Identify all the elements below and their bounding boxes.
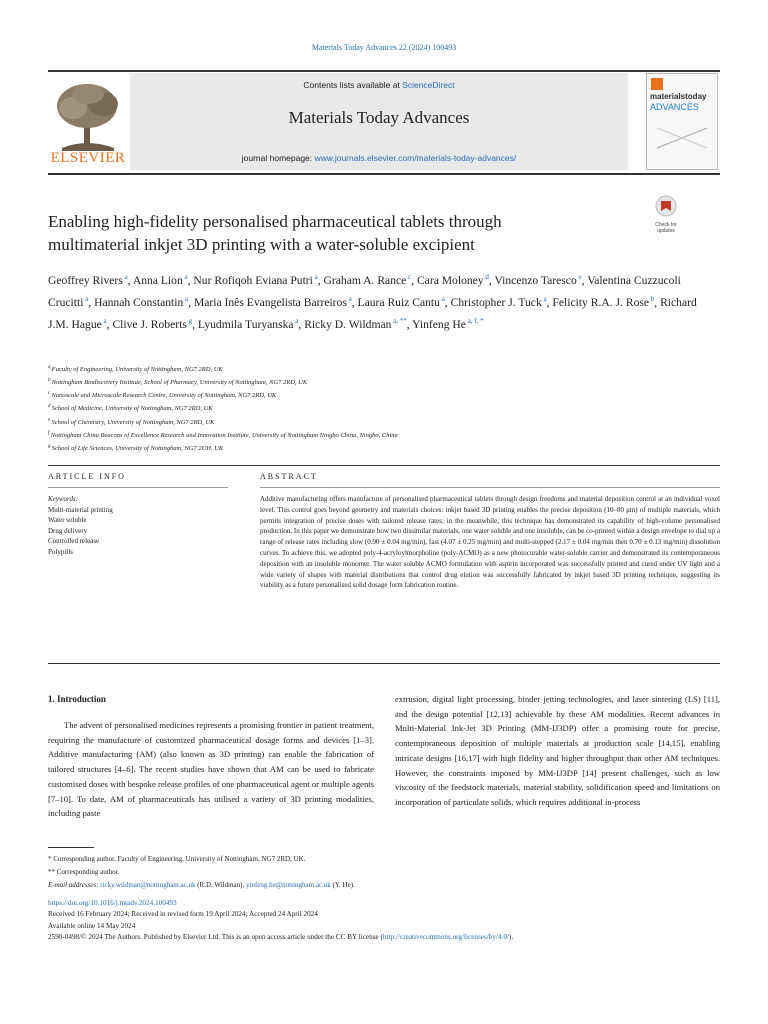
cover-logo-mark: [651, 78, 663, 90]
affiliation-marker: a: [48, 365, 52, 370]
affiliation-item: [48, 388, 708, 401]
available-online: Available online 14 May 2024: [48, 921, 136, 930]
keyword-item: Drug delivery: [48, 526, 88, 535]
check-updates-icon: [655, 195, 677, 217]
publication-info: [48, 898, 728, 944]
intro-right-column: [395, 692, 720, 810]
section-heading-introduction: 1. Introduction: [48, 694, 106, 704]
affiliation-marker: e: [48, 417, 52, 423]
author-name[interactable]: [412, 318, 483, 331]
keyword-item: Polypills: [48, 547, 73, 556]
corresponding-author-1: * Corresponding author. Faculty of Engineering, University of Nottingham, NG7 2RD, UK.: [48, 855, 306, 863]
intro-paragraph-1-continued: extrusion, digital light processing, binder jetting technologies, and laser sintering (LS) [11], and the design potential [12,13] achievable by these AM modalities. Recent advances in Multi-Material Ink-Jet 3D Printing (MM-IJ3DP) offer a promising route for precise, contemporaneous deposition of multiple materials at production scale [14,15], enabling intricate designs [16,17] with high fidelity and higher throughput than other AM techniques. However, the constraints imposed by MM-IJ3DP [14] present challenges, such as low viscosity of the feedstock materials, material stability, solidification speed and limitations on incorporation of particulate solids, which requires additional in-process: [395, 694, 720, 807]
affiliation-text: School of Chemistry, University of Nottingham, NG7 2RD, UK: [51, 418, 215, 426]
sciencedirect-link[interactable]: ScienceDirect: [402, 80, 455, 90]
author-name-text: Richard J.M. Hague: [48, 295, 697, 331]
author-affiliation-marker[interactable]: c: [406, 273, 412, 281]
article-title: [48, 210, 628, 256]
elsevier-logo[interactable]: [48, 76, 128, 166]
author-name[interactable]: [48, 274, 128, 287]
license-suffix: ).: [508, 933, 514, 942]
homepage-prefix: journal homepage:: [241, 153, 315, 163]
author-name-text: Yinfeng He: [412, 317, 466, 331]
footnote-rule: [48, 847, 94, 848]
affiliation-text: School of Life Sciences, University of Nottingham, NG7 2UH, UK: [51, 445, 224, 453]
elsevier-wordmark: ELSEVIER: [50, 150, 126, 166]
author-name-text: Felicity R.A. J. Rose: [552, 295, 650, 309]
affiliation-text: Nottingham Biodiscovery Institute, School of Pharmacy, University of Nottingham, NG7 2RD, UK: [51, 379, 308, 387]
author-affiliation-marker[interactable]: a: [346, 294, 352, 303]
author-name[interactable]: [133, 274, 188, 287]
journal-cover[interactable]: [646, 73, 718, 170]
author-affiliation-marker[interactable]: e: [576, 273, 582, 281]
author-name-text: Valentina Cuzzucoli Crucitti: [48, 273, 681, 309]
corresponding-author-2: ** Corresponding author.: [48, 867, 120, 876]
author-name[interactable]: [552, 296, 654, 309]
cover-subtitle: ADVANCES: [650, 102, 699, 112]
author-name-text: Nur Rofiqoh Eviana Putri: [193, 273, 313, 287]
license-link[interactable]: http://creativecommons.org/licenses/by/4.0/: [382, 933, 509, 942]
affiliation-marker: d: [48, 404, 52, 410]
author-affiliation-marker[interactable]: a: [541, 294, 547, 303]
abstract-bottom-rule: [48, 663, 720, 664]
author-name[interactable]: [304, 318, 407, 331]
author-name-text: Cara Moloney: [416, 273, 484, 287]
email-name-he: (Y. He).: [330, 880, 355, 889]
author-name-text: Geoffrey Rivers: [48, 273, 123, 287]
journal-homepage: [130, 153, 628, 163]
author-name[interactable]: [112, 318, 192, 331]
license-line: [48, 932, 728, 943]
keywords-label: Keywords:: [48, 495, 79, 503]
cover-title: materialstoday: [650, 92, 707, 101]
doi-link[interactable]: https://doi.org/10.1016/j.mtadv.2024.100493: [48, 899, 177, 907]
abstract-text: Additive manufacturing offers manufacture of personalised pharmaceutical tablets through design freedoms and material deposition control at an individual voxel level. This control goes beyond geometry and materials choices: inkjet based 3D printing enables the precise deposition (10–80 μm) of multiple materials, which permits integration of precise doses with tailored release rates; in the meanwhile, this technique has demonstrated its capability of high-volume personalised production. In this paper we demonstrate how two dissimilar materials, one water soluble and one insoluble, can be co-printed within a design envelope to dial up a range of release rates including slow (0.90 ± 0.04 mg/min), fast (4.07 ± 0.25 mg/min) and multi-stepped (2.17 ± 0.04 mg/min then 0.70 ± 0.13 mg/min) dissolution curves. To achieve this, we adopted poly-4-acryloylmorpholine (poly-ACMO) as a new photocurable water-soluble carrier and demonstrated its contemporaneous deposition with an insoluble monomer. The water soluble ACMO formulation with aspirin incorporated was successfully printed and cured under UV light and a wide variety of shapes with material distributions that control drug elution was successfully fabricated by inkjet based 3D printing technique, suggesting its viability as a future personalised solid dosage form fabrication routine.: [260, 495, 720, 590]
received-dates: Received 16 February 2024; Received in revised form 19 April 2024; Accepted 24 April 2024: [48, 910, 318, 919]
author-name[interactable]: [358, 296, 445, 309]
author-name[interactable]: [94, 296, 188, 309]
affiliation-marker: c: [48, 391, 52, 397]
author-affiliation-marker[interactable]: a: [183, 294, 189, 303]
author-name-text: Ricky D. Wildman: [304, 317, 392, 331]
affiliation-text: Faculty of Engineering, University of Nottingham, NG7 2RD, UK: [51, 366, 223, 374]
author-affiliation-marker[interactable]: a: [101, 316, 107, 325]
author-name-text: Clive J. Roberts: [112, 317, 187, 331]
author-name-text: Hannah Constantin: [94, 295, 184, 309]
article-info-heading: ARTICLE INFO: [48, 472, 126, 481]
author-name-text: Vincenzo Taresco: [494, 273, 577, 287]
email-name-wildman: (R.D. Wildman),: [195, 880, 246, 889]
author-affiliation-marker[interactable]: a: [122, 273, 128, 281]
homepage-link[interactable]: www.journals.elsevier.com/materials-today-advances/: [314, 153, 517, 163]
author-name-text: Maria Inês Evangelista Barreiros: [193, 295, 347, 309]
license-prefix: 2590-0498/© 2024 The Authors. Published by Elsevier Ltd. This is an open access article under the CC BY license (: [48, 933, 383, 942]
intro-left-column: [48, 718, 374, 821]
author-affiliation-marker[interactable]: a: [312, 273, 318, 281]
footnotes: [48, 853, 720, 891]
journal-reference[interactable]: Materials Today Advances 22 (2024) 100493: [311, 43, 457, 52]
author-affiliation-marker[interactable]: b: [649, 294, 655, 303]
affiliation-text: School of Medicine, University of Nottingham, NG7 2RD, UK: [51, 405, 213, 413]
author-name-text: Anna Lion: [132, 273, 183, 287]
author-name[interactable]: [194, 296, 352, 309]
author-list: Geoffrey Rivers $^a$, Anna Lion $^a$, Nur Rofiqoh Eviana Putri $^a$, Graham A. Rance $^c$, Cara Moloney $^d$, Vincenzo Taresco $^e$, Valentina Cuzzucoli Crucitti $^a$, Hannah Constantin $^a$, Maria Inês Evangelista Barreiros $^a$, Laura Ruiz Cantu $^a$, Christopher J. Tuck $^a$, Felicity R.A. J. Rose $^b$, Richard J.M. Hague $^a$, Clive J. Roberts $^g$, Lyudmila Turyanska $^a$, Ricky D. Wildman $^{a, **}$, Yinfeng He $^{a, f, *}$: [48, 273, 697, 331]
intro-paragraph-1: The advent of personalised medicines represents a promising frontier in patient treatment, requiring the manufacture of customized pharmaceutical dosage forms and devices [1–3]. Additive manufacturing (AM) (also known as 3D printing) can enable the fabrication of tailored structures [4–6]. The recent studies have shown that AM can be used to fabricate customised doses with bespoke release profiles of one pharmaceutical agent or multiple agents [7–10]. To date, AM of pharmaceuticals has utilised a variety of 3D printing modalities, including paste: [48, 720, 374, 819]
email-link-wildman[interactable]: ricky.wildman@nottingham.ac.uk: [100, 880, 196, 889]
author-affiliation-marker[interactable]: a: [293, 316, 299, 325]
affiliation-text: Nottingham China Beacons of Excellence Research and Innovation Institute, University of Nottingham Ningbo China, Ningbo, China: [50, 431, 398, 439]
journal-title: Materials Today Advances: [288, 108, 470, 127]
author-affiliation-marker[interactable]: a: [439, 294, 445, 303]
abstract-heading: ABSTRACT: [260, 472, 318, 481]
email-link-he[interactable]: yinfeng.he@nottingham.ac.uk: [246, 880, 331, 889]
author-name[interactable]: [193, 274, 317, 287]
keywords-list: [48, 505, 228, 558]
article-info-top-rule: [48, 465, 720, 466]
author-name[interactable]: [417, 274, 489, 287]
affiliation-item: [48, 428, 708, 441]
affiliation-marker: f: [48, 430, 51, 436]
email-label: E-mail addresses:: [48, 880, 99, 889]
contents-line: [130, 80, 628, 90]
email-addresses: [48, 879, 720, 892]
author-affiliation-marker[interactable]: a: [83, 294, 89, 303]
affiliation-item: [48, 415, 708, 428]
author-name-text: Christopher J. Tuck: [450, 295, 542, 309]
affiliation-item: [48, 401, 708, 414]
affiliation-list: [48, 362, 708, 454]
cover-graphic: [653, 118, 711, 158]
author-affiliation-marker[interactable]: a, **: [391, 316, 407, 325]
keyword-item: Multi-material printing: [48, 505, 113, 514]
article-title-line-2: multimaterial inkjet 3D printing with a water-soluble excipient: [48, 235, 475, 254]
author-name[interactable]: [494, 274, 581, 287]
author-affiliation-marker[interactable]: d: [483, 273, 489, 281]
affiliation-item: [48, 362, 708, 375]
masthead-top-rule: [48, 70, 720, 72]
article-info-heading-rule: [48, 487, 228, 488]
keywords-block: [48, 494, 228, 557]
affiliation-marker: b: [48, 378, 52, 384]
author-affiliation-marker[interactable]: a, f, *: [465, 316, 484, 325]
author-name-text: Graham A. Rance: [323, 273, 407, 287]
masthead-bottom-rule: [48, 173, 720, 175]
affiliation-marker: g: [48, 443, 52, 449]
check-for-updates-button[interactable]: [646, 195, 686, 234]
author-name-text: Lyudmila Turyanska: [197, 317, 294, 331]
affiliation-text: Nanoscale and Microscale Research Centre, University of Nottingham, NG7 2RD, UK: [51, 392, 277, 400]
author-affiliation-marker[interactable]: a: [182, 273, 188, 281]
article-title-line-1: Enabling high-fidelity personalised pharmaceutical tablets through: [48, 212, 502, 231]
author-name-text: Laura Ruiz Cantu: [357, 295, 440, 309]
author-name[interactable]: [324, 274, 412, 287]
keyword-item: Water soluble: [48, 516, 87, 524]
abstract-heading-rule: [260, 487, 720, 488]
affiliation-item: [48, 375, 708, 388]
keyword-item: Controlled release: [48, 537, 100, 545]
author-name[interactable]: [198, 318, 299, 331]
affiliation-item: [48, 441, 708, 454]
contents-prefix: Contents lists available at: [303, 80, 403, 90]
author-affiliation-marker[interactable]: g: [186, 316, 193, 325]
author-name[interactable]: [451, 296, 547, 309]
check-updates-label: Check for updates: [655, 222, 677, 234]
